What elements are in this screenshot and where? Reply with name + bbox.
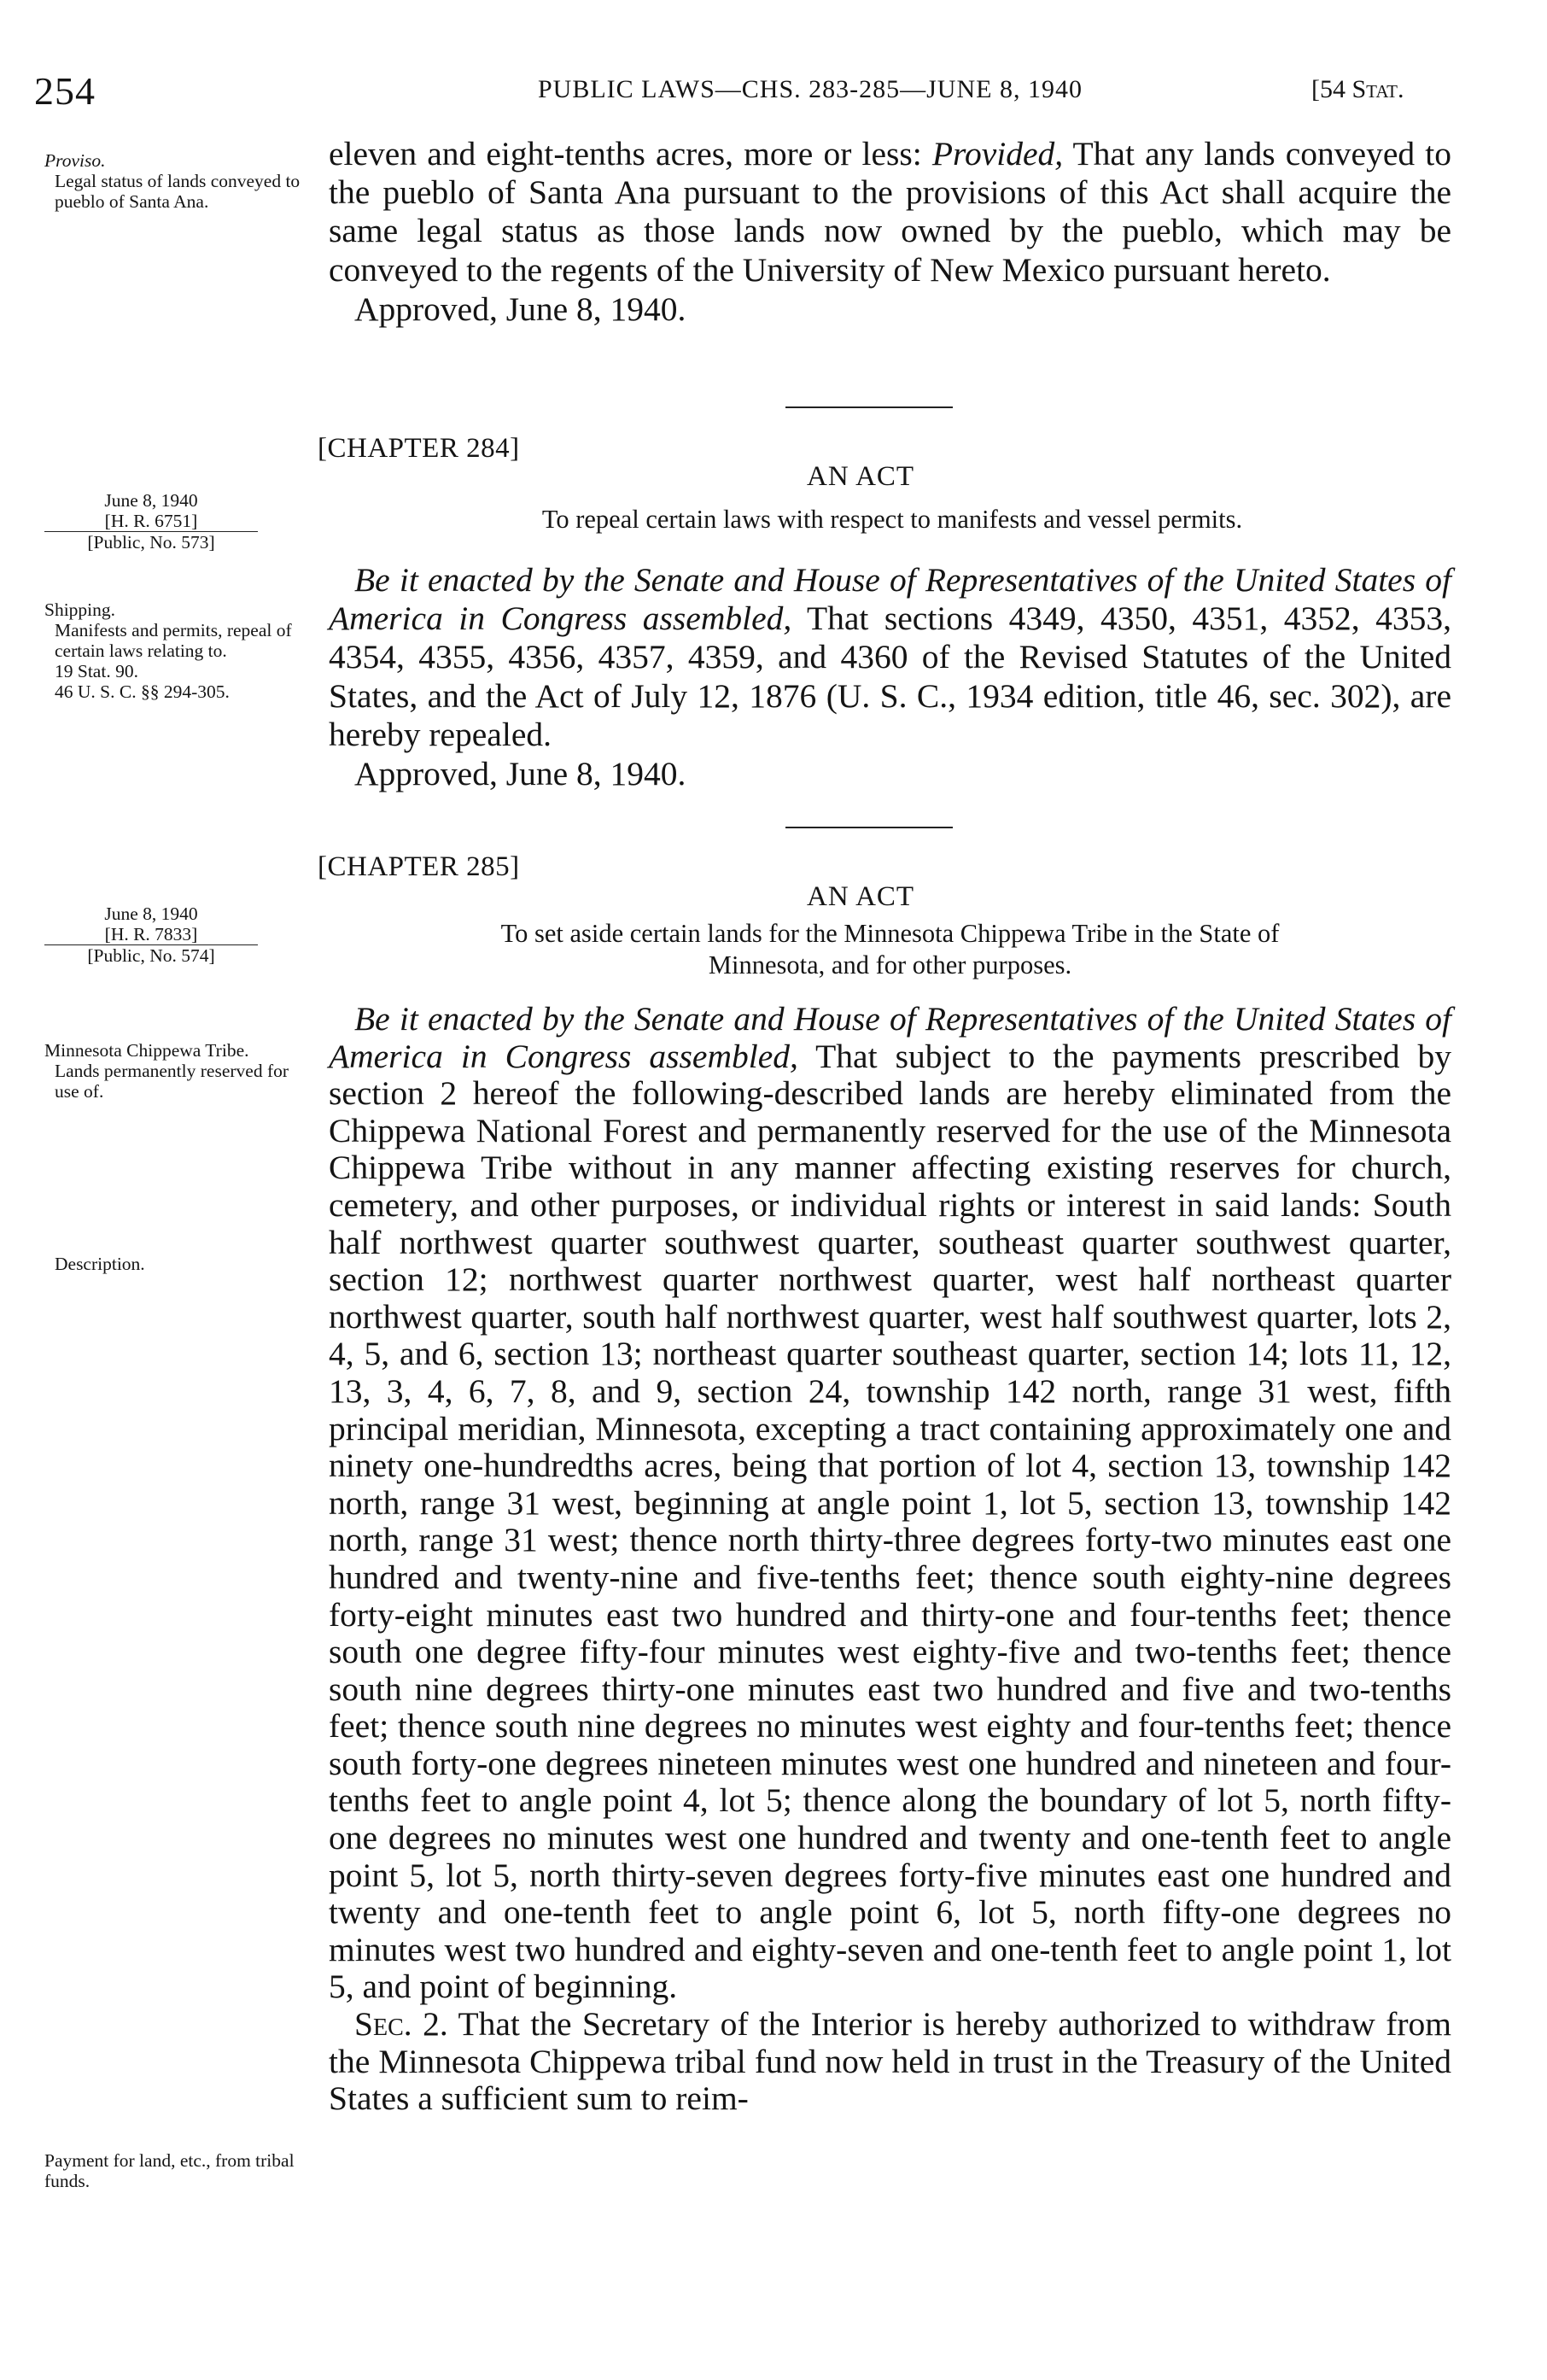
chapter-285-enacting-clause: Be it enacted by the Senate and House of Representatives of the United States of America in Congress assembled, — [329, 1000, 1451, 1075]
chapter-285-purpose — [329, 918, 1451, 981]
section-divider — [785, 406, 953, 408]
section-2-label: Sec. 2. — [354, 2005, 448, 2044]
chapter-284-operative-text: That sections 4349, 4350, 4351, 4352, 4353, 4354, 4355, 4356, 4357, 4359, and 4360 of the Revised Statutes of the United States, and the Act of July 12, 1876 (U. S. C., 1934 edition, title 46, sec. 302), are hereby repealed. — [329, 599, 1451, 753]
section-2-text: That the Secretary of the Interior is hereby authorized to withdraw from the Minnesota Chippewa tribal fund now held in trust in the Treasury of the United States a sufficient sum to reim- — [329, 2005, 1451, 2118]
section-divider-2 — [785, 827, 953, 828]
chapter-285-purpose-line1: To set aside certain lands for the Minnesota Chippewa Tribe in the State of — [500, 919, 1280, 948]
statute-reference — [1311, 75, 1404, 104]
margin-description — [44, 1254, 301, 1274]
margin-description-label: Description. — [55, 1254, 145, 1274]
chapter-284-act-label: AN ACT — [807, 461, 915, 492]
page-number: 254 — [34, 69, 96, 113]
running-title: PUBLIC LAWS—CHS. 283-285—JUNE 8, 1940 — [538, 75, 1083, 103]
statute-reference-text: [54 Stat. — [1311, 75, 1404, 103]
margin-shipping — [44, 599, 301, 702]
chapter-284-enacting-text — [329, 561, 1451, 754]
chapter-283-text-start: eleven and eight-tenths acres, more or less: — [329, 135, 932, 173]
margin-shipping-note: Manifests and permits, repeal of certain laws relating to. — [55, 620, 292, 661]
chapter-284-approved: Approved, June 8, 1940. — [354, 755, 686, 793]
chapter-284-enacting-clause: Be it enacted by the Senate and House of Representatives of the United States of America in Congress assembled, — [329, 561, 1451, 638]
chapter-285-body — [329, 1001, 1451, 2118]
margin-chapter-285 — [44, 903, 301, 966]
margin-284-date: June 8, 1940 — [104, 490, 198, 511]
chapter-283-continuation — [329, 135, 1451, 329]
chapter-285-heading: [CHAPTER 285] — [318, 851, 520, 882]
margin-285-hr: [H. R. 7833] — [44, 924, 258, 945]
provided-italic: Provided, — [931, 135, 1064, 173]
chapter-283-text — [329, 135, 1451, 289]
chapter-284-body — [329, 561, 1451, 793]
chapter-283-approved: Approved, June 8, 1940. — [354, 289, 686, 328]
margin-285-public: [Public, No. 574] — [87, 945, 215, 966]
margin-payment-note: Payment for land, etc., from tribal funds. — [44, 2150, 295, 2191]
margin-proviso-label: Proviso. — [44, 150, 106, 171]
margin-minnesota — [44, 1040, 301, 1102]
margin-284-hr: [H. R. 6751] — [44, 511, 258, 532]
chapter-285-section-1-text: That subject to the payments prescribed by section 2 hereof the following-described lands are hereby eliminated from the Chippewa National Forest and permanently reserved for the use of the Minnesota Chippewa Tribe without in any manner affecting existing reserves for church, cemetery, and other purposes, or individual rights or interest in said lands: South half northwest quarter southwest quarter, southeast quarter southwest quarter, section 12; northwest quarter northwest quarter, west half northeast quarter northwest quarter, south half northwest quarter, west half southwest quarter, lots 2, 4, 5, and 6, section 13; northeast quarter southeast quarter, section 14; lots 11, 12, 13, 3, 4, 6, 7, 8, and 9, section 24, township 142 north, range 31 west, fifth principal meridian, Minnesota, excepting a tract containing approximately one and ninety one-hundredths acres, being that portion of lot 4, section 13, township 142 north, range 31 west, beginning at angle point 1, lot 5, section 13, township 142 north, range 31 west; thence north thirty-three degrees forty-two minutes east one hundred and twenty-nine and five-tenths feet; thence south eighty-nine degrees forty-eight minutes east two hundred and thirty-one and four-tenths feet; thence south one degree fifty-four minutes west eighty-five and two-tenths feet; thence south nine degrees thirty-one minutes east two hundred and five and two-tenths feet; thence south nine degrees no minutes west eighty and four-tenths feet; thence south forty-one degrees nineteen minutes west one hundred and nineteen and four-tenths feet to angle point 4, lot 5; thence along the boundary of lot 5, north fifty-one degrees no minutes west one hundred and twenty and one-tenth feet to angle point 5, lot 5, north thirty-seven degrees forty-five minutes east one hundred and twenty and one-tenth feet to angle point 6, lot 5, north fifty-one degrees no minutes west two hundred and eighty-seven and one-tenth feet to angle point 1, lot 5, and point of beginning. — [329, 1037, 1452, 2006]
margin-284-public: [Public, No. 573] — [87, 532, 215, 553]
margin-cite-stat: 19 Stat. 90. — [55, 661, 138, 681]
chapter-284-purpose: To repeal certain laws with respect to manifests and vessel permits. — [541, 505, 1243, 534]
margin-minnesota-subject: Minnesota Chippewa Tribe. — [44, 1040, 249, 1061]
chapter-285-section-1 — [329, 1001, 1451, 2006]
chapter-284-heading: [CHAPTER 284] — [318, 433, 520, 464]
margin-285-date: June 8, 1940 — [104, 903, 198, 924]
margin-shipping-subject: Shipping. — [44, 599, 116, 620]
page-header — [34, 68, 1451, 120]
margin-chapter-284 — [44, 490, 301, 553]
chapter-285-act-label: AN ACT — [807, 881, 915, 912]
margin-cite-usc: 46 U. S. C. §§ 294-305. — [55, 681, 230, 702]
chapter-283-text-rest: That any lands conveyed to the pueblo of Santa Ana pursuant to the provisions of this Act shall acquire the same legal status as those lands now owned by the pueblo, which may be conveyed to the regents of the University of New Mexico pursuant hereto. — [329, 135, 1451, 289]
chapter-285-purpose-line2: Minnesota, and for other purposes. — [708, 950, 1072, 979]
margin-note-proviso — [44, 150, 301, 212]
chapter-285-section-2 — [329, 2006, 1451, 2118]
margin-payment — [44, 2150, 301, 2191]
margin-legal-status: Legal status of lands conveyed to pueblo of Santa Ana. — [55, 171, 301, 212]
margin-minnesota-note: Lands permanently reserved for use of. — [55, 1061, 289, 1102]
